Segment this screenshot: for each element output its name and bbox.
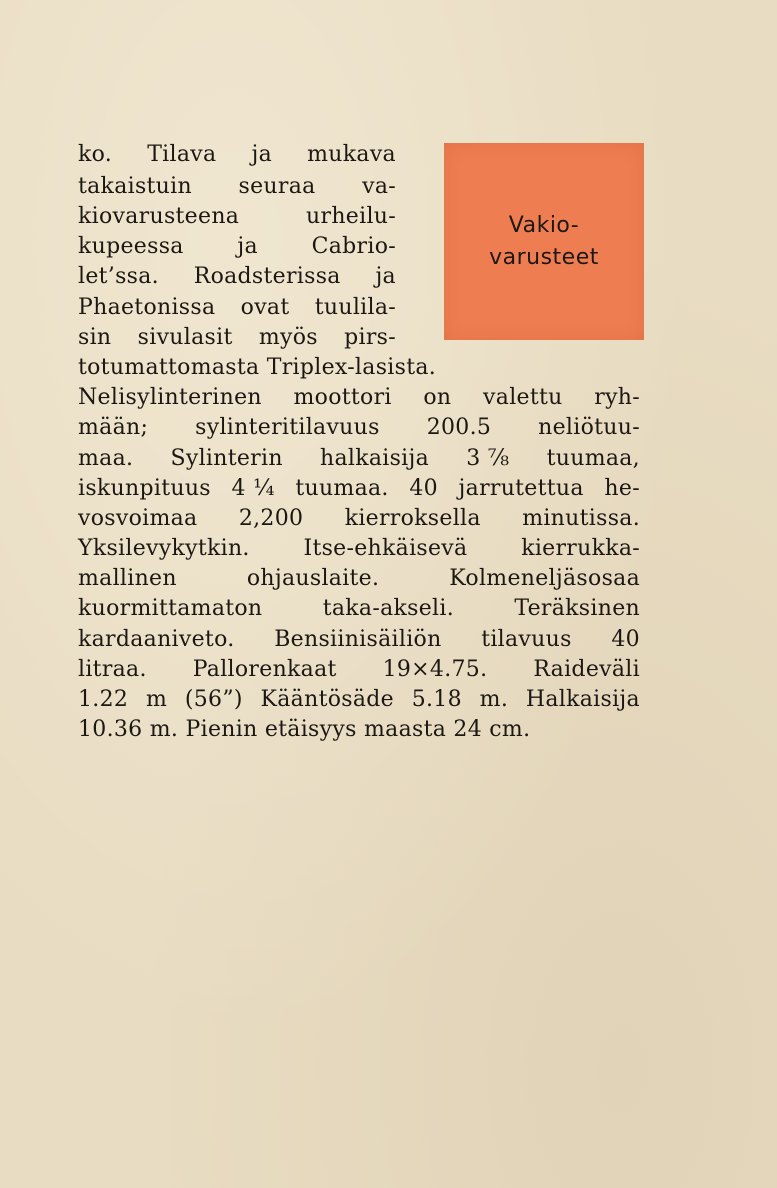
word: kiovarusteena <box>78 204 240 229</box>
word: mään; <box>78 415 149 440</box>
text-line <box>78 139 396 171</box>
word: myös <box>258 325 318 350</box>
text-line <box>78 533 640 565</box>
word: Tilava <box>147 142 217 167</box>
word: vosvoimaa <box>78 506 198 531</box>
word: 40 <box>611 627 640 652</box>
word: Itse-ehkäisevä <box>303 536 468 561</box>
word: ohjauslaite. <box>246 566 380 591</box>
word: Cabrio- <box>311 234 396 259</box>
word: ryh- <box>594 385 640 410</box>
word: 200.5 <box>426 415 492 440</box>
word: 1.22 <box>78 687 129 712</box>
word: 10.36 m. Pienin etäisyys maasta 24 cm. <box>78 717 531 742</box>
word: Kääntösäde <box>260 687 394 712</box>
word: seuraa <box>238 174 316 199</box>
text-line <box>78 624 640 656</box>
word: Raideväli <box>533 657 640 682</box>
word: takaistuin <box>78 174 192 199</box>
word: 19×4.75. <box>382 657 488 682</box>
word: 40 <box>409 476 438 501</box>
text-line <box>78 443 640 475</box>
text-line <box>78 503 640 535</box>
word: mallinen <box>78 566 177 591</box>
word: Sylinterin <box>170 446 283 471</box>
word: totumattomasta Triplex-lasista. <box>78 355 437 380</box>
word: valettu <box>483 385 563 410</box>
word: pirs- <box>344 325 396 350</box>
word: va- <box>362 174 396 199</box>
text-line <box>78 684 640 716</box>
text-line <box>78 593 640 625</box>
text-line <box>78 352 436 384</box>
word: Nelisylinterinen <box>78 385 262 410</box>
text-line <box>78 382 640 414</box>
word: litraa. <box>78 657 147 682</box>
word: Phaetonissa <box>78 295 216 320</box>
word: moottori <box>293 385 392 410</box>
word: ovat <box>240 295 290 320</box>
word: 3 ⅞ <box>466 446 510 471</box>
word: 5.18 <box>411 687 462 712</box>
word: kupeessa <box>78 234 184 259</box>
text-line <box>78 261 396 293</box>
word: ko. <box>78 142 113 167</box>
word: tuumaa. <box>295 476 389 501</box>
word: sylinteritilavuus <box>195 415 380 440</box>
word: kuormittamaton <box>78 596 263 621</box>
word: tilavuus <box>481 627 572 652</box>
word: ja <box>375 264 396 289</box>
text-line <box>78 292 396 324</box>
word: ja <box>237 234 258 259</box>
word: sivulasit <box>137 325 233 350</box>
text-line <box>78 322 396 354</box>
text-line <box>78 412 640 444</box>
word: he- <box>604 476 640 501</box>
word: ja <box>251 142 273 167</box>
word: 4 ¼ <box>231 476 275 501</box>
word: on <box>423 385 452 410</box>
word: m <box>145 687 168 712</box>
word: iskunpituus <box>78 476 211 501</box>
text-line <box>78 714 530 746</box>
word: jarrutettua <box>458 476 584 501</box>
text-line <box>78 654 640 686</box>
text-line <box>78 231 396 263</box>
word: taka-akseli. <box>322 596 454 621</box>
text-line <box>78 171 396 203</box>
word: 2,200 <box>238 506 304 531</box>
word: urheilu- <box>306 204 396 229</box>
word: tuumaa, <box>546 446 640 471</box>
word: halkaisija <box>319 446 430 471</box>
word: m. <box>479 687 509 712</box>
word: sin <box>78 325 112 350</box>
text-line <box>78 201 396 233</box>
sidebar-label-line-1: Vakio- <box>508 212 580 238</box>
word: minutissa. <box>522 506 640 531</box>
word: let’ssa. <box>78 264 159 289</box>
sidebar-label-line-2: varusteet <box>489 244 599 270</box>
word: kierroksella <box>344 506 481 531</box>
word: Teräksinen <box>514 596 640 621</box>
word: Roadsterissa <box>193 264 341 289</box>
word: Halkaisija <box>525 687 640 712</box>
word: Kolmeneljäsosaa <box>449 566 640 591</box>
word: kierrukka- <box>521 536 640 561</box>
word: Pallorenkaat <box>192 657 337 682</box>
word: maa. <box>78 446 134 471</box>
word: kardaaniveto. <box>78 627 235 652</box>
word: neliötuu- <box>538 415 640 440</box>
word: Yksilevykytkin. <box>78 536 250 561</box>
word: (56”) <box>184 687 243 712</box>
text-line <box>78 473 640 505</box>
text-line <box>78 563 640 595</box>
word: mukava <box>307 142 396 167</box>
word: Bensiinisäiliön <box>274 627 442 652</box>
word: tuulila- <box>314 295 396 320</box>
